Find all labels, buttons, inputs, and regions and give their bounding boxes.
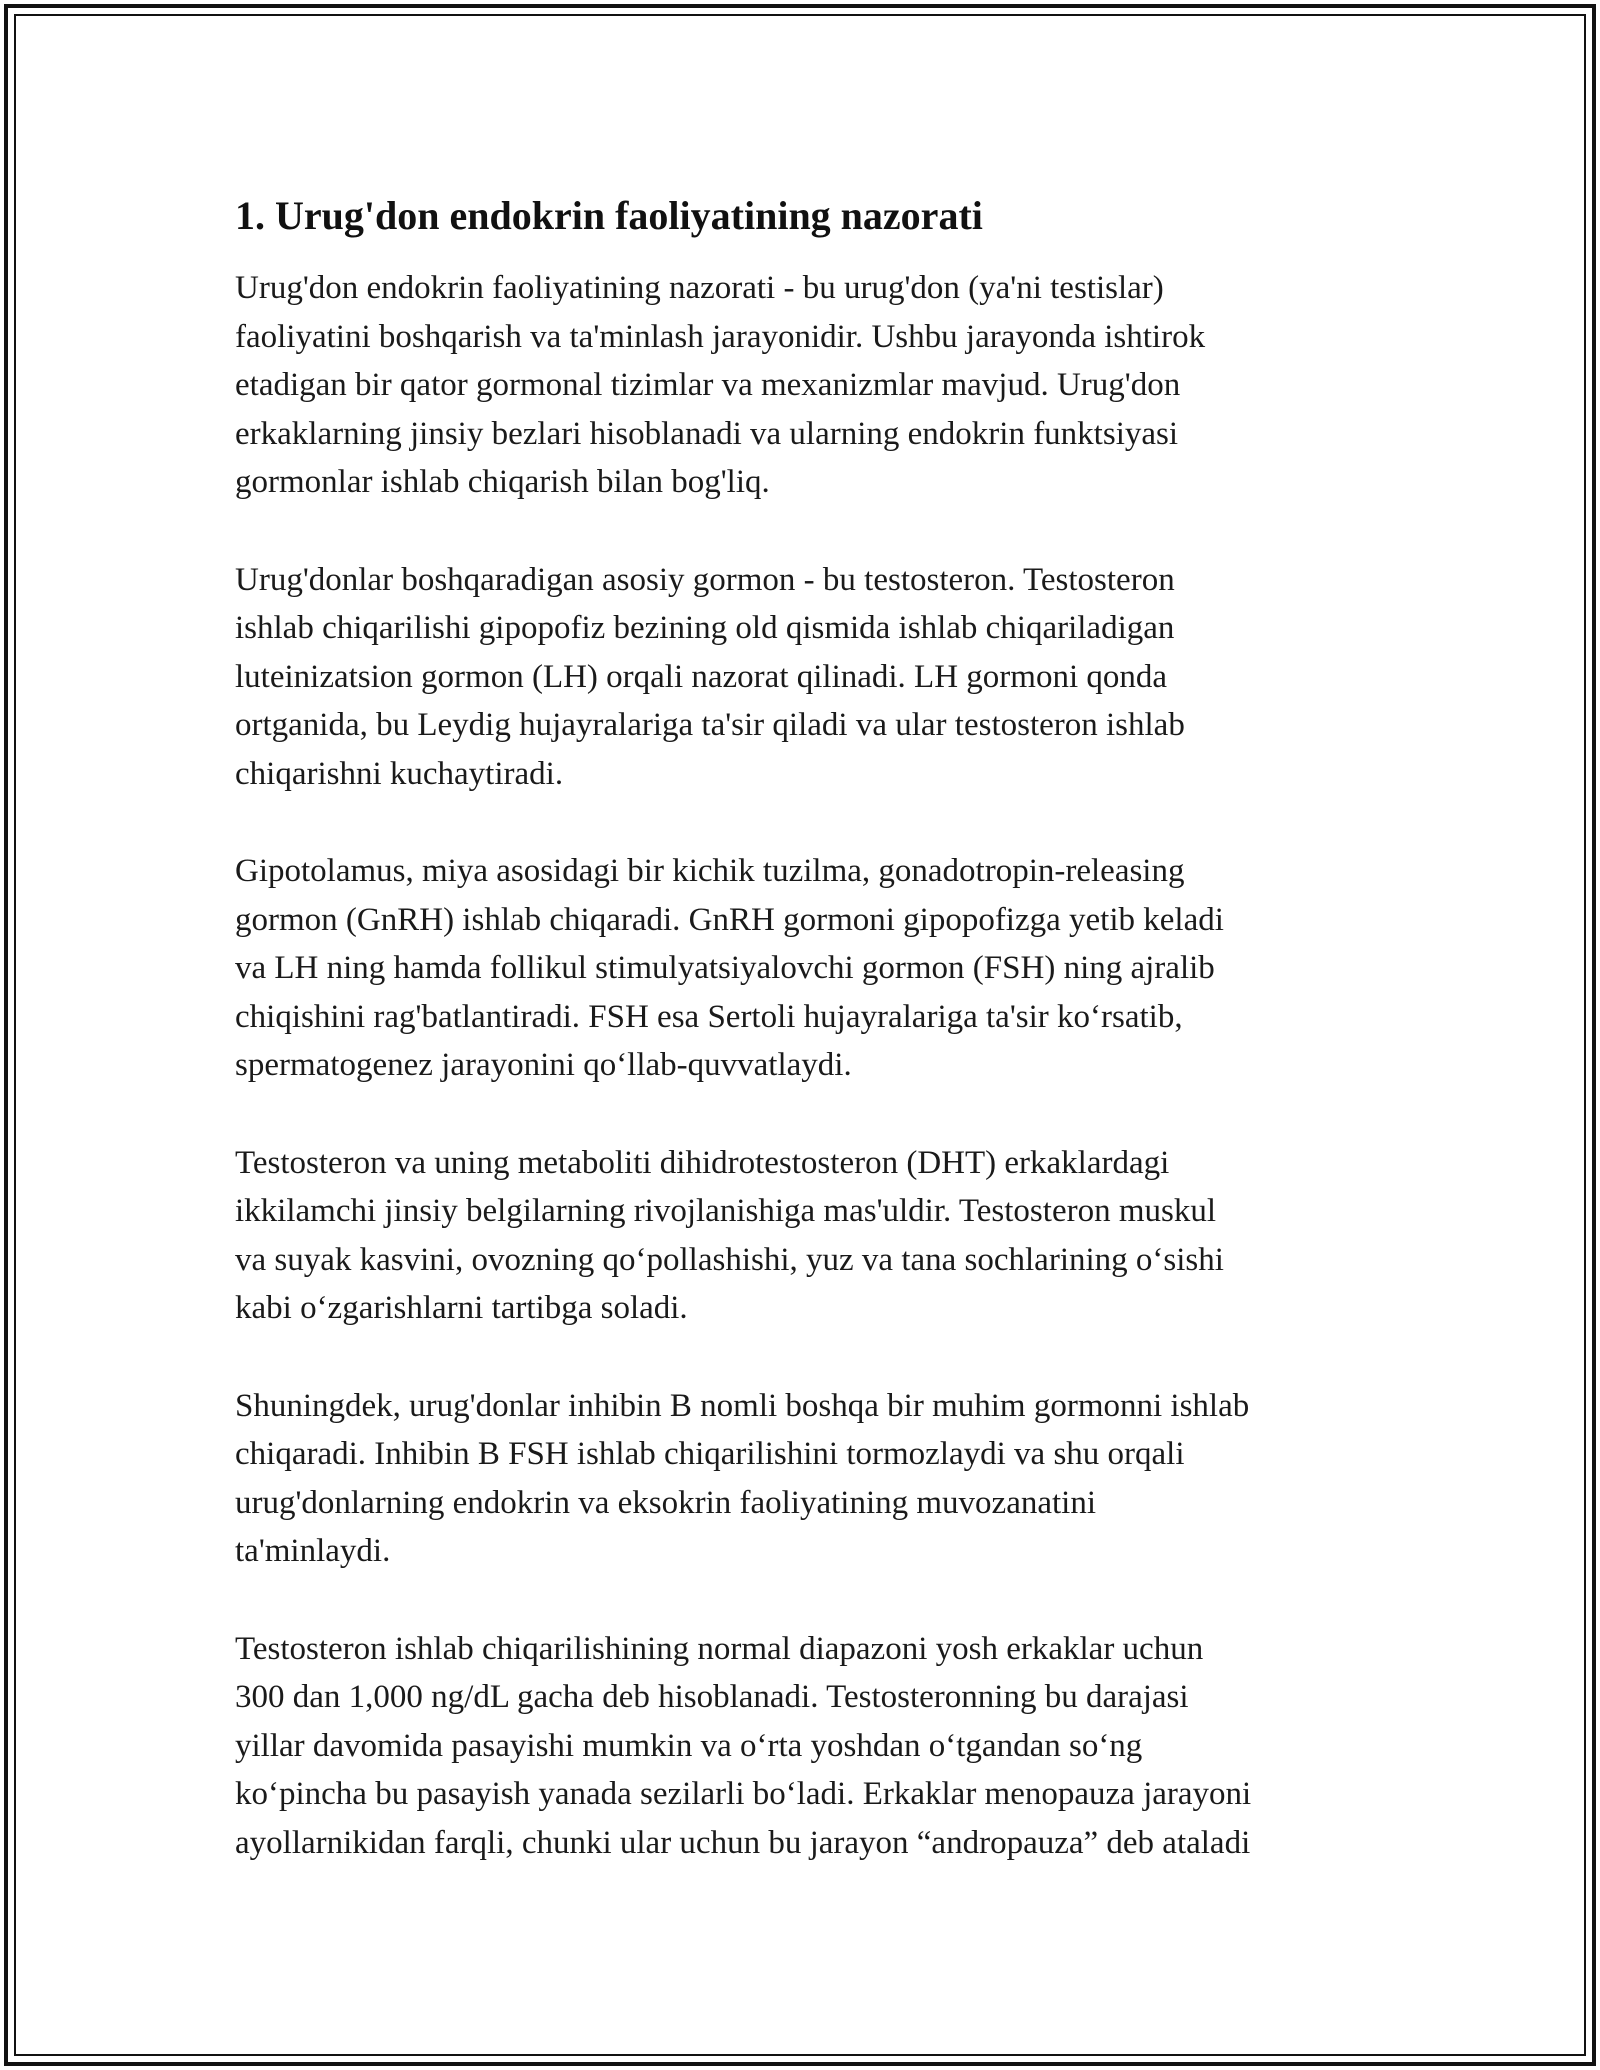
text-line: ortganida, bu Leydig hujayralariga ta'sir qiladi va ular testosteron ishlab <box>235 707 1185 743</box>
text-line: yillar davomida pasayishi mumkin va o‘rta yoshdan o‘tgandan so‘ng <box>235 1727 1143 1764</box>
text-line: ikkilamchi jinsiy belgilarning rivojlanishiga mas'uldir. Testosteron muskul <box>235 1193 1217 1229</box>
text-line: Testosteron va uning metaboliti dihidrotestosteron (DHT) erkaklardagi <box>235 1144 1170 1181</box>
text-line: chiqarishni kuchaytiradi. <box>235 755 564 792</box>
document-body <box>235 188 1375 1916</box>
text-line: chiqishini rag'batlantiradi. FSH esa Sertoli hujayralariga ta'sir ko‘rsatib, <box>235 998 1183 1035</box>
text-line: gormonlar ishlab chiqarish bilan bog'liq. <box>235 464 770 500</box>
text-line: etadigan bir qator gormonal tizimlar va mexanizmlar mavjud. Urug'don <box>235 367 1181 403</box>
text-line: Gipotolamus, miya asosidagi bir kichik tuzilma, gonadotropin-releasing <box>235 853 1185 889</box>
text-line: kabi o‘zgarishlarni tartibga soladi. <box>235 1290 688 1326</box>
text-line: faoliyatini boshqarish va ta'minlash jarayonidir. Ushbu jarayonda ishtirok <box>235 318 1206 355</box>
paragraph-1 <box>235 264 1375 507</box>
text-line: Shuningdek, urug'donlar inhibin B nomli boshqa bir muhim gormonni ishlab <box>235 1387 1250 1424</box>
text-line: urug'donlarning endokrin va eksokrin faoliyatining muvozanatini <box>235 1484 1096 1521</box>
text-line: luteinizatsion gormon (LH) orqali nazorat qilinadi. LH gormoni qonda <box>235 658 1168 695</box>
text-line: Urug'donlar boshqaradigan asosiy gormon - bu testosteron. Testosteron <box>235 561 1175 598</box>
paragraph-3 <box>235 847 1375 1090</box>
text-line: gormon (GnRH) ishlab chiqaradi. GnRH gormoni gipopofizga yetib keladi <box>235 901 1224 938</box>
text-line: spermatogenez jarayonini qo‘llab-quvvatlaydi. <box>235 1047 852 1083</box>
text-line: va suyak kasvini, ovozning qo‘pollashishi, yuz va tana sochlarining o‘sishi <box>235 1241 1224 1278</box>
text-line: ta'minlaydi. <box>235 1533 391 1569</box>
text-line: ko‘pincha bu pasayish yanada sezilarli bo‘ladi. Erkaklar menopauza jarayoni <box>235 1776 1252 1812</box>
text-line: ayollarnikidan farqli, chunki ular uchun bu jarayon “andropauza” deb ataladi <box>235 1824 1251 1861</box>
paragraph-2 <box>235 556 1375 799</box>
section-heading: 1. Urug'don endokrin faoliyatining nazorati <box>235 193 983 238</box>
text-line: ishlab chiqarilishi gipopofiz bezining old qismida ishlab chiqariladigan <box>235 610 1175 646</box>
text-line: 300 dan 1,000 ng/dL gacha deb hisoblanadi. Testosteronning bu darajasi <box>235 1679 1189 1715</box>
paragraph-6 <box>235 1625 1375 1868</box>
text-line: Testosteron ishlab chiqarilishining normal diapazoni yosh erkaklar uchun <box>235 1630 1204 1667</box>
text-line: erkaklarning jinsiy bezlari hisoblanadi va ularning endokrin funktsiyasi <box>235 415 1179 452</box>
text-line: chiqaradi. Inhibin B FSH ishlab chiqarilishini tormozlaydi va shu orqali <box>235 1436 1185 1472</box>
text-line: va LH ning hamda follikul stimulyatsiyalovchi gormon (FSH) ning ajralib <box>235 950 1215 986</box>
paragraph-4 <box>235 1139 1375 1333</box>
paragraph-5 <box>235 1382 1375 1576</box>
text-line: Urug'don endokrin faoliyatining nazorati - bu urug'don (ya'ni testislar) <box>235 270 1164 306</box>
